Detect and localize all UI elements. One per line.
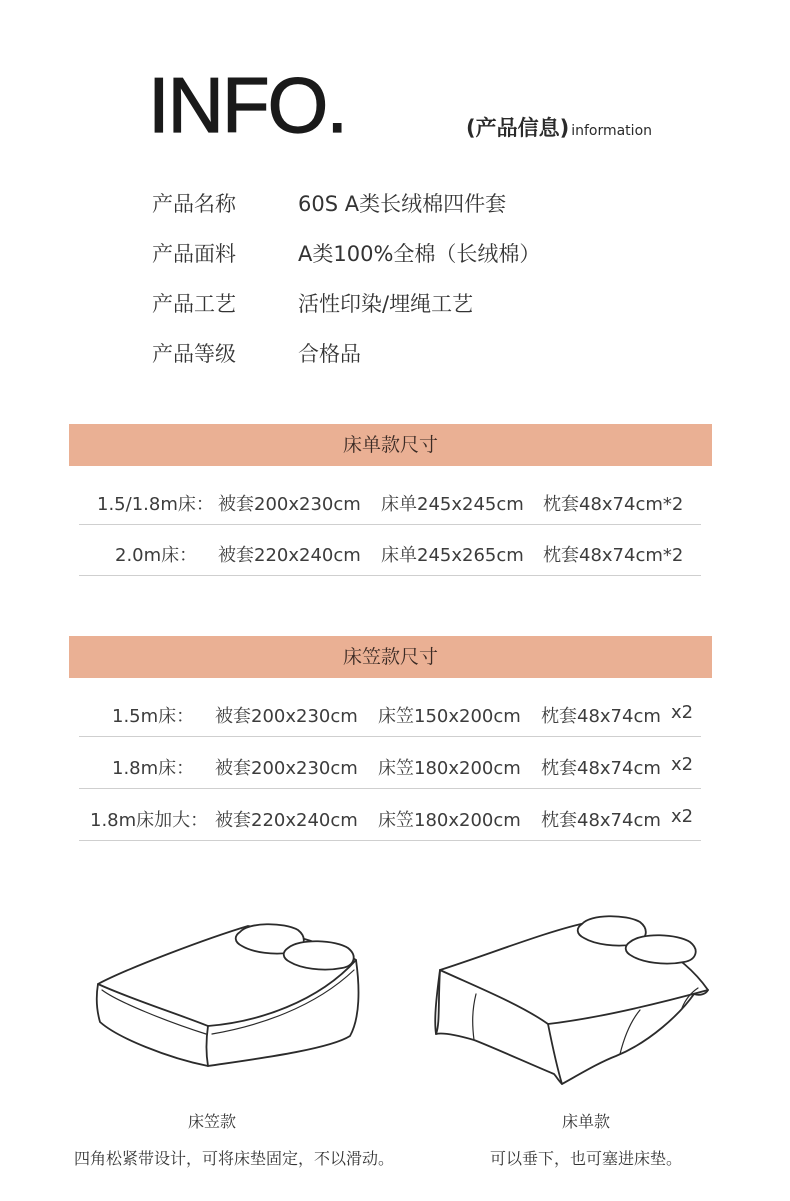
spec-label: 产品工艺 [152, 292, 236, 316]
fitted-size: 床笠150x200cm [378, 706, 521, 727]
spec-label: 产品名称 [152, 192, 236, 216]
bed-size: 2.0m床： [115, 545, 198, 566]
duvet-size: 被套200x230cm [218, 494, 361, 515]
fitted-size: 床笠180x200cm [378, 758, 521, 779]
pillow-size: 枕套48x74cm [541, 810, 661, 831]
duvet-size: 被套200x230cm [215, 758, 358, 779]
sheet-size: 床单245x265cm [381, 545, 524, 566]
sheet-caption-desc: 可以垂下，也可塞进床垫。 [489, 1149, 682, 1168]
spec-label: 产品面料 [152, 242, 236, 266]
info-title: INFO. [148, 61, 346, 149]
pillow-qty: x2 [671, 754, 694, 775]
bed-size: 1.8m床： [112, 758, 195, 779]
sheet-size-row [79, 525, 701, 576]
bed-size: 1.5m床： [112, 706, 195, 727]
pillow-qty: x2 [671, 806, 694, 827]
fitted-size-row [79, 686, 701, 737]
duvet-size: 被套220x240cm [218, 545, 361, 566]
info-subtitle-en: information [571, 123, 653, 139]
pillow-size: 枕套48x74cm*2 [543, 545, 684, 566]
spec-value: 合格品 [298, 342, 361, 366]
fitted-size-row [79, 790, 701, 841]
fitted-caption-desc: 四角松紧带设计，可将床垫固定，不以滑动。 [73, 1149, 394, 1168]
sheet-size: 床单245x245cm [381, 494, 524, 515]
fitted-bed-illustration [88, 918, 368, 1074]
bed-size: 1.5/1.8m床： [97, 494, 214, 515]
spec-value: A类100%全棉（长绒棉） [298, 242, 541, 266]
spec-value: 活性印染/埋绳工艺 [298, 292, 474, 316]
duvet-size: 被套200x230cm [215, 706, 358, 727]
spec-label: 产品等级 [152, 342, 236, 366]
info-subtitle [466, 112, 652, 142]
sheet-caption-title: 床单款 [561, 1112, 610, 1131]
pillow-size: 枕套48x74cm [541, 758, 661, 779]
fitted-caption-title: 床笠款 [187, 1112, 236, 1131]
duvet-size: 被套220x240cm [215, 810, 358, 831]
sheet-size-header: 床单款尺寸 [69, 424, 712, 466]
pillow-size: 枕套48x74cm [541, 706, 661, 727]
bed-size: 1.8m床加大： [90, 810, 209, 831]
pillow-size: 枕套48x74cm*2 [543, 494, 684, 515]
sheet-bed-illustration [430, 914, 714, 1090]
fitted-size-row [79, 738, 701, 789]
spec-value: 60S A类长绒棉四件套 [298, 192, 507, 216]
pillow-qty: x2 [671, 702, 694, 723]
info-subtitle-cn: (产品信息) [466, 116, 570, 140]
fitted-size-header: 床笠款尺寸 [69, 636, 712, 678]
fitted-size: 床笠180x200cm [378, 810, 521, 831]
sheet-size-row [79, 474, 701, 525]
